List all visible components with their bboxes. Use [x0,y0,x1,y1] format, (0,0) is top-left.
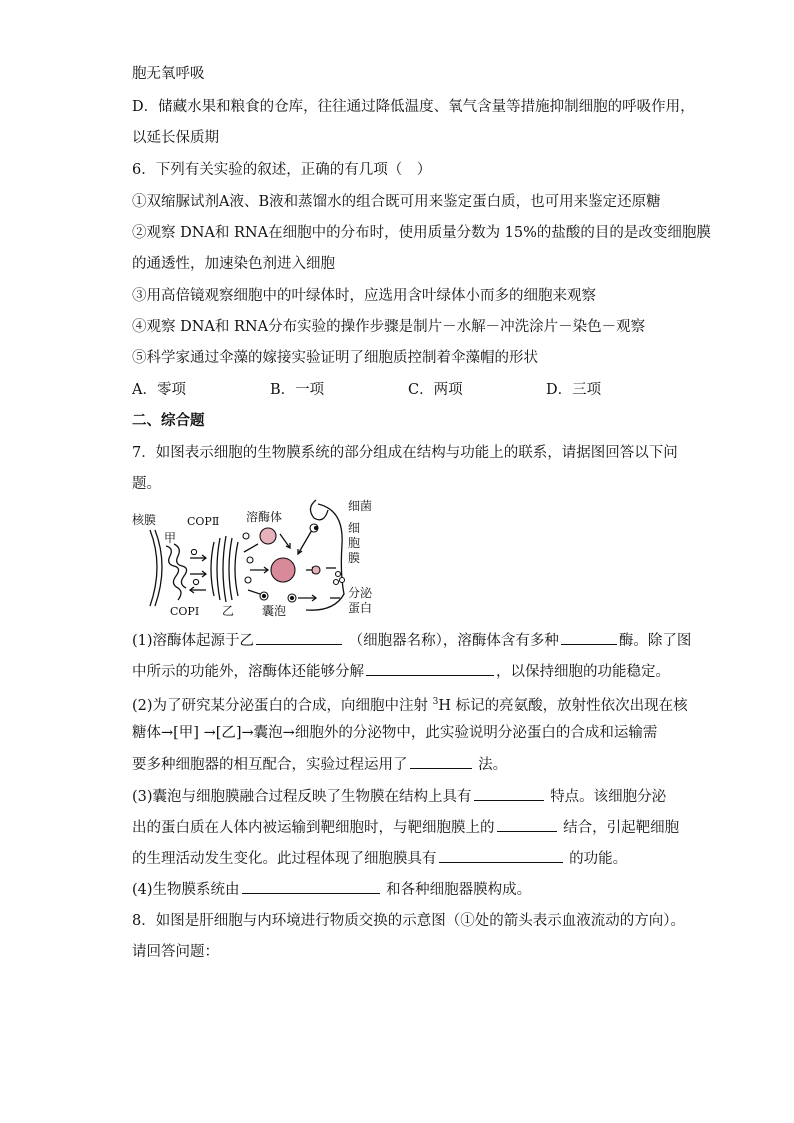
golgi-shape [211,542,214,596]
answer-blank[interactable] [242,879,380,894]
lysosome-shape [260,528,276,544]
q6-statement-2: ②观察 DNA和 RNA在细胞中的分布时，使用质量分数为 15%的盐酸的目的是改变细胞膜 [132,225,711,241]
q7-part-1-cont: 中所示的功能外，溶酶体还能够分解 ，以保持细胞的功能稳定。 [132,661,670,682]
option-d: D．三项 [546,382,602,398]
answer-blank[interactable] [366,661,494,676]
option-b: B．一项 [270,382,325,398]
label-nuclear-membrane: 核膜 [132,513,157,527]
answer-blank[interactable] [561,630,617,645]
q6-statement-2-cont: 的通透性，加速染色剂进入细胞 [132,256,335,272]
label-bacteria: 细菌 [348,499,373,513]
option-a: A．零项 [132,382,186,398]
answer-blank[interactable] [497,817,557,832]
answer-blank[interactable] [410,754,472,769]
q7-part-2-cont2: 要多种细胞器的相互配合，实验过程运用了 法。 [132,754,507,775]
question-6-stem: 6．下列有关实验的叙述，正确的有几项（ ） [132,162,432,178]
answer-blank[interactable] [256,630,342,645]
q7-part-2: (2)为了研究某分泌蛋白的合成，向细胞中注射 $^3$H 标记的亮氨酸，放射性依次出现在核 [132,697,688,714]
nuclear-membrane-shape [150,530,157,606]
q7-part-3: (3)囊泡与细胞膜融合过程反映了生物膜在结构上具有 特点。该细胞分泌 [132,786,666,807]
q6-statement-4: ④观察 DNA和 RNA分布实验的操作步骤是制片－水解－冲洗涂片－染色－观察 [132,319,646,335]
q6-options [132,380,684,400]
label-copii: COPⅡ [187,515,220,528]
question-7-stem-cont: 题。 [132,476,161,492]
label-cell-membrane-1: 细 [348,521,361,535]
label-yi: 乙 [222,604,235,618]
label-vesicle: 囊泡 [262,604,287,618]
label-cell-membrane-3: 膜 [348,551,361,565]
q7-part-3-cont: 出的蛋白质在人体内被运输到靶细胞时，与靶细胞膜上的 结合，引起靶细胞 [132,817,679,838]
answer-blank[interactable] [474,786,544,801]
q7-part-4: (4)生物膜系统由 和各种细胞器膜构成。 [132,879,531,900]
q6-statement-3: ③用高倍镜观察细胞中的叶绿体时，应选用含叶绿体小而多的细胞来观察 [132,288,596,304]
section-heading: 二、综合题 [132,412,205,429]
phagolysosome-shape [271,558,295,582]
label-cell-membrane-2: 胞 [348,536,361,550]
q6-statement-5: ⑤科学家通过伞藻的嫁接实验证明了细胞质控制着伞藻帽的形状 [132,350,538,366]
question-7-stem: 7．如图表示细胞的生物膜系统的部分组成在结构与功能上的联系，请据图回答以下问 [132,445,678,461]
q7-part-3-cont2: 的生理活动发生变化。此过程体现了细胞膜具有 的功能。 [132,848,627,869]
question-8-stem: 8．如图是肝细胞与内环境进行物质交换的示意图（①处的箭头表示血液流动的方向）。 [132,913,685,929]
question-8-stem-cont: 请回答问题： [132,944,219,960]
q6-statement-1: ①双缩脲试剂A液、B液和蒸馏水的组合既可用来鉴定蛋白质，也可用来鉴定还原糖 [132,194,661,210]
option-d-text: D．储藏水果和粮食的仓库，往往通过降低温度、氧气含量等措施抑制细胞的呼吸作用， [132,99,695,115]
text-line: 胞无氧呼吸 [132,66,205,82]
label-secreted-1: 分泌 [348,586,373,600]
label-lysosome: 溶酶体 [246,510,283,524]
membrane-system-figure [130,494,380,620]
option-c: C．两项 [408,382,463,398]
cell-membrane-shape [306,504,344,610]
q7-part-2-cont: 糖体→[甲] →[乙]→囊泡→细胞外的分泌物中，此实验说明分泌蛋白的合成和运输需 [132,725,658,741]
q7-part-1: (1)溶酶体起源于乙 （细胞器名称），溶酶体含有多种 酶。除了图 [132,630,691,651]
label-copi: COPⅠ [170,605,200,618]
label-secreted-2: 蛋白 [348,601,373,615]
label-jia: 甲 [164,531,177,545]
text-line: 以延长保质期 [132,130,219,146]
answer-blank[interactable] [439,848,563,863]
bacterium-shape [310,500,328,520]
